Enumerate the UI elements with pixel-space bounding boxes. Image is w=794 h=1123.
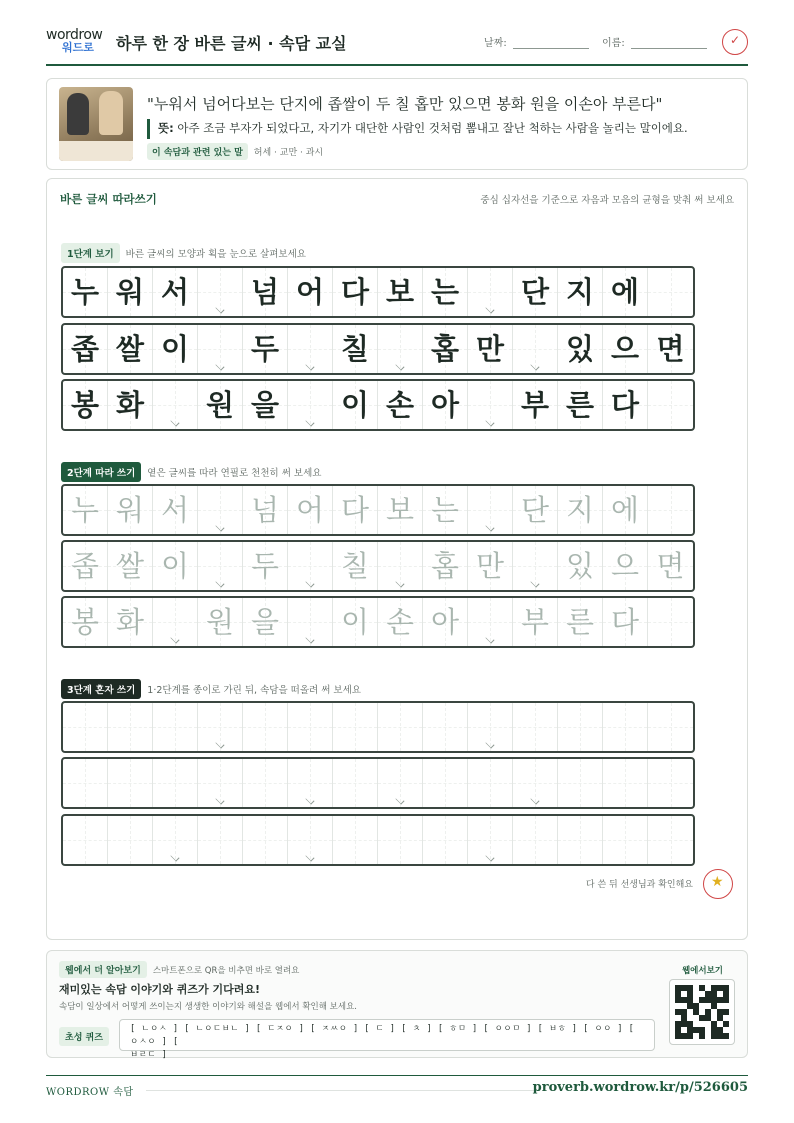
grid-cell[interactable] bbox=[333, 759, 378, 807]
grid-cell[interactable] bbox=[378, 816, 423, 864]
grid-cell bbox=[198, 325, 243, 373]
space-mark-icon bbox=[485, 417, 494, 426]
page-title: 하루 한 장 바른 글씨 · 속담 교실 bbox=[116, 34, 347, 53]
date-field[interactable] bbox=[484, 34, 589, 49]
grid-char: 손 bbox=[385, 388, 414, 422]
grid-cell bbox=[603, 381, 648, 429]
grid-cell[interactable] bbox=[153, 759, 198, 807]
tracing-row[interactable] bbox=[61, 540, 695, 592]
practice-title: 바른 글씨 따라쓰기 bbox=[60, 192, 157, 206]
grid-cell bbox=[153, 381, 198, 429]
grid-cell[interactable] bbox=[648, 703, 693, 751]
grid-char: 다 bbox=[610, 388, 639, 422]
grid-char: 어 bbox=[295, 493, 324, 527]
grid-cell bbox=[243, 381, 288, 429]
grid-char: 면 bbox=[656, 332, 685, 366]
grid-cell[interactable] bbox=[243, 759, 288, 807]
proverb-meaning bbox=[147, 119, 688, 139]
free-writing-row[interactable] bbox=[61, 701, 695, 753]
grid-cell bbox=[63, 381, 108, 429]
step2-header bbox=[61, 462, 321, 482]
logo-text-korean: 워드로 bbox=[62, 41, 94, 54]
grid-cell bbox=[378, 381, 423, 429]
grid-char: 어 bbox=[295, 275, 324, 309]
grid-cell[interactable] bbox=[288, 816, 333, 864]
grid-char: 쌀 bbox=[115, 332, 144, 366]
step2-desc: 옅은 글씨를 따라 연필로 천천히 써 보세요 bbox=[147, 468, 322, 479]
grid-cell bbox=[333, 381, 378, 429]
web-tag-line bbox=[59, 961, 299, 978]
grid-char: 아 bbox=[430, 388, 459, 422]
grid-cell[interactable] bbox=[603, 486, 648, 534]
grid-char: 넘 bbox=[250, 275, 279, 309]
proverb-text: "누워서 넘어다보는 단지에 좁쌀이 두 칠 홉만 있으면 봉화 원을 이손아 부른다" bbox=[147, 95, 663, 113]
space-mark-icon bbox=[215, 578, 224, 587]
grid-cell[interactable] bbox=[378, 542, 423, 590]
grid-cell[interactable] bbox=[423, 486, 468, 534]
footer-brand: WORDROW 속담 bbox=[46, 1087, 134, 1098]
step1-header bbox=[61, 243, 306, 263]
grid-char: 보 bbox=[385, 275, 414, 309]
grid-cell[interactable] bbox=[603, 759, 648, 807]
grid-cell bbox=[648, 268, 693, 316]
grid-cell[interactable] bbox=[153, 542, 198, 590]
grid-char: 봉 bbox=[70, 388, 99, 422]
page-footer bbox=[46, 1075, 748, 1101]
grid-cell[interactable] bbox=[468, 598, 513, 646]
grid-cell bbox=[603, 325, 648, 373]
space-mark-icon bbox=[170, 634, 179, 643]
grid-char: 홉 bbox=[430, 549, 459, 583]
quiz-line: ㅂㄹㄷ ] bbox=[130, 1050, 168, 1060]
grid-cell bbox=[468, 325, 513, 373]
grid-cell bbox=[243, 268, 288, 316]
grid-cell[interactable] bbox=[513, 486, 558, 534]
grid-cell[interactable] bbox=[243, 486, 288, 534]
grid-cell bbox=[378, 268, 423, 316]
grid-cell[interactable] bbox=[603, 816, 648, 864]
grid-char: 는 bbox=[430, 275, 459, 309]
grid-cell[interactable] bbox=[423, 816, 468, 864]
grid-cell[interactable] bbox=[288, 598, 333, 646]
grid-cell[interactable] bbox=[603, 703, 648, 751]
grid-char: 두 bbox=[250, 332, 279, 366]
space-mark-icon bbox=[305, 578, 314, 587]
grid-cell[interactable] bbox=[63, 598, 108, 646]
page-header bbox=[46, 24, 748, 66]
quiz-label: 초성 퀴즈 bbox=[59, 1027, 109, 1046]
grid-cell[interactable] bbox=[468, 703, 513, 751]
grid-char: 서 bbox=[160, 493, 189, 527]
name-field[interactable] bbox=[602, 34, 707, 49]
grid-cell[interactable] bbox=[468, 759, 513, 807]
grid-cell bbox=[108, 268, 153, 316]
grid-cell[interactable] bbox=[153, 816, 198, 864]
grid-char: 다 bbox=[340, 493, 369, 527]
grid-char: 원 bbox=[205, 388, 234, 422]
space-mark-icon bbox=[215, 795, 224, 804]
space-mark-icon bbox=[215, 739, 224, 748]
grid-cell[interactable] bbox=[198, 759, 243, 807]
grid-cell[interactable] bbox=[108, 598, 153, 646]
grid-cell bbox=[288, 325, 333, 373]
space-mark-icon bbox=[395, 795, 404, 804]
grid-cell[interactable] bbox=[603, 542, 648, 590]
grid-char: 보 bbox=[385, 493, 414, 527]
grid-char: 홉 bbox=[430, 332, 459, 366]
grid-cell[interactable] bbox=[108, 816, 153, 864]
step3-header bbox=[61, 679, 361, 699]
grid-cell[interactable] bbox=[288, 486, 333, 534]
related-words bbox=[147, 143, 323, 160]
grid-cell bbox=[558, 381, 603, 429]
grid-cell[interactable] bbox=[288, 703, 333, 751]
meaning-label: 뜻: bbox=[158, 121, 174, 135]
web-heading: 재미있는 속담 이야기와 퀴즈가 기다려요! bbox=[59, 983, 260, 996]
writing-row bbox=[61, 266, 695, 318]
grid-cell[interactable] bbox=[603, 598, 648, 646]
grid-char: 지 bbox=[565, 275, 594, 309]
grid-cell[interactable] bbox=[333, 542, 378, 590]
grid-cell bbox=[243, 325, 288, 373]
grid-cell[interactable] bbox=[243, 703, 288, 751]
grid-cell bbox=[198, 381, 243, 429]
check-stamp-icon bbox=[722, 29, 748, 55]
free-writing-row[interactable] bbox=[61, 757, 695, 809]
grid-char: 으 bbox=[610, 332, 639, 366]
space-mark-icon bbox=[485, 304, 494, 313]
qr-code-icon[interactable] bbox=[669, 979, 735, 1045]
grid-cell[interactable] bbox=[153, 703, 198, 751]
web-hint: 스마트폰으로 QR을 비추면 바로 열려요 bbox=[152, 966, 300, 976]
grid-char: 칠 bbox=[340, 549, 369, 583]
step1-desc: 바른 글씨의 모양과 획을 눈으로 살펴보세요 bbox=[125, 249, 306, 260]
grid-cell[interactable] bbox=[648, 759, 693, 807]
proverb-illustration bbox=[59, 87, 133, 161]
logo-text: wordrow bbox=[46, 27, 103, 43]
grid-cell[interactable] bbox=[63, 703, 108, 751]
grid-cell[interactable] bbox=[243, 542, 288, 590]
grid-cell[interactable] bbox=[288, 759, 333, 807]
grid-char: 좁 bbox=[70, 549, 99, 583]
grid-cell bbox=[333, 268, 378, 316]
grid-cell[interactable] bbox=[378, 486, 423, 534]
grid-cell[interactable] bbox=[558, 816, 603, 864]
grid-char: 봉 bbox=[70, 605, 99, 639]
grid-char: 다 bbox=[610, 605, 639, 639]
grid-char: 른 bbox=[565, 605, 594, 639]
grid-cell bbox=[513, 325, 558, 373]
grid-char: 있 bbox=[565, 549, 594, 583]
grid-cell bbox=[648, 381, 693, 429]
grid-cell bbox=[423, 325, 468, 373]
space-mark-icon bbox=[395, 578, 404, 587]
space-mark-icon bbox=[305, 417, 314, 426]
grid-cell bbox=[108, 325, 153, 373]
grid-cell[interactable] bbox=[468, 542, 513, 590]
grid-cell bbox=[63, 268, 108, 316]
space-mark-icon bbox=[215, 522, 224, 531]
space-mark-icon bbox=[215, 304, 224, 313]
space-mark-icon bbox=[305, 634, 314, 643]
grid-cell bbox=[288, 381, 333, 429]
grid-char: 누 bbox=[70, 493, 99, 527]
footer-url[interactable]: proverb.wordrow.kr/p/526605 bbox=[532, 1080, 748, 1095]
grid-cell[interactable] bbox=[513, 703, 558, 751]
grid-char: 손 bbox=[385, 605, 414, 639]
wordrow-logo bbox=[46, 28, 108, 58]
grid-cell[interactable] bbox=[108, 486, 153, 534]
grid-cell[interactable] bbox=[423, 598, 468, 646]
web-card bbox=[46, 950, 748, 1058]
space-mark-icon bbox=[170, 852, 179, 861]
grid-char: 아 bbox=[430, 605, 459, 639]
name-label: 이름: bbox=[602, 38, 625, 49]
space-mark-icon bbox=[485, 852, 494, 861]
grid-cell[interactable] bbox=[108, 759, 153, 807]
grid-char: 워 bbox=[115, 493, 144, 527]
web-body: 속담이 일상에서 어떻게 쓰이는지 생생한 이야기와 해설을 웹에서 확인해 보세요. bbox=[59, 1002, 357, 1012]
grid-cell bbox=[333, 325, 378, 373]
space-mark-icon bbox=[485, 739, 494, 748]
grid-cell bbox=[468, 268, 513, 316]
grid-char: 두 bbox=[250, 549, 279, 583]
grid-char: 이 bbox=[340, 605, 369, 639]
footer-divider bbox=[146, 1090, 538, 1091]
related-tag: 이 속담과 관련 있는 말 bbox=[147, 143, 248, 160]
grid-cell[interactable] bbox=[648, 542, 693, 590]
grid-char: 누 bbox=[70, 275, 99, 309]
space-mark-icon bbox=[395, 361, 404, 370]
grid-char: 단 bbox=[520, 275, 549, 309]
grid-cell bbox=[153, 325, 198, 373]
step2-badge: 2단계 따라 쓰기 bbox=[61, 462, 141, 482]
grid-cell[interactable] bbox=[558, 598, 603, 646]
grid-char: 쌀 bbox=[115, 549, 144, 583]
qr-label: 웹에서보기 bbox=[681, 966, 723, 976]
space-mark-icon bbox=[305, 361, 314, 370]
space-mark-icon bbox=[530, 795, 539, 804]
grid-cell bbox=[108, 381, 153, 429]
space-mark-icon bbox=[305, 852, 314, 861]
grid-cell[interactable] bbox=[648, 598, 693, 646]
grid-cell[interactable] bbox=[378, 703, 423, 751]
grid-cell bbox=[513, 268, 558, 316]
space-mark-icon bbox=[170, 417, 179, 426]
grid-char: 을 bbox=[250, 605, 279, 639]
grid-cell bbox=[513, 381, 558, 429]
grid-cell[interactable] bbox=[558, 759, 603, 807]
meaning-text: 아주 조금 부자가 되었다고, 자기가 대단한 사람인 것처럼 뽐내고 잘난 척하는 사람을 놀리는 말이에요. bbox=[177, 121, 688, 135]
proverb-card bbox=[46, 78, 748, 170]
grid-cell[interactable] bbox=[333, 816, 378, 864]
tracing-row[interactable] bbox=[61, 484, 695, 536]
grid-char: 면 bbox=[656, 549, 685, 583]
grid-cell[interactable] bbox=[198, 703, 243, 751]
name-line bbox=[631, 39, 707, 49]
grid-cell[interactable] bbox=[63, 816, 108, 864]
grid-cell[interactable] bbox=[63, 542, 108, 590]
grid-char: 넘 bbox=[250, 493, 279, 527]
related-list: 허세 · 교만 · 과시 bbox=[253, 148, 324, 158]
grid-char: 있 bbox=[565, 332, 594, 366]
grid-char: 원 bbox=[205, 605, 234, 639]
grid-cell bbox=[423, 381, 468, 429]
free-writing-row[interactable] bbox=[61, 814, 695, 866]
grid-char: 이 bbox=[160, 549, 189, 583]
grid-cell[interactable] bbox=[513, 759, 558, 807]
practice-description: 중심 십자선을 기준으로 자음과 모음의 균형을 맞춰 써 보세요 bbox=[480, 195, 734, 206]
grid-cell[interactable] bbox=[198, 816, 243, 864]
grid-cell[interactable] bbox=[378, 759, 423, 807]
grid-char: 는 bbox=[430, 493, 459, 527]
grid-char: 으 bbox=[610, 549, 639, 583]
grid-cell bbox=[423, 268, 468, 316]
grid-cell[interactable] bbox=[198, 598, 243, 646]
grid-cell[interactable] bbox=[513, 598, 558, 646]
teacher-check-text: 다 쓴 뒤 선생님과 확인해요 bbox=[585, 880, 693, 890]
grid-cell[interactable] bbox=[423, 542, 468, 590]
space-mark-icon bbox=[485, 634, 494, 643]
grid-char: 부 bbox=[520, 605, 549, 639]
grid-cell bbox=[198, 268, 243, 316]
chosung-quiz-box bbox=[119, 1019, 655, 1060]
grid-cell[interactable] bbox=[153, 486, 198, 534]
grid-cell[interactable] bbox=[333, 703, 378, 751]
grid-cell[interactable] bbox=[558, 486, 603, 534]
grid-char: 이 bbox=[160, 332, 189, 366]
writing-row bbox=[61, 323, 695, 375]
grid-cell[interactable] bbox=[378, 598, 423, 646]
grid-cell bbox=[153, 268, 198, 316]
date-line bbox=[513, 39, 589, 49]
practice-card bbox=[46, 178, 748, 940]
quiz-line: [ ㄴㅇㅅ ] [ ㄴㅇㄷㅂㄴ ] [ ㄷㅈㅇ ] [ ㅈㅆㅇ ] [ ㄷ ] [ ㅊ ] [ ㅎㅁ ] [ ㅇㅇㅁ ] [ ㅂㅎ ] [ ㅇㅇ ] [ ㅇㅅㅇ ] [ bbox=[130, 1024, 635, 1047]
grid-cell[interactable] bbox=[153, 598, 198, 646]
tracing-row[interactable] bbox=[61, 596, 695, 648]
grid-cell[interactable] bbox=[558, 703, 603, 751]
grid-cell bbox=[288, 268, 333, 316]
grid-cell[interactable] bbox=[468, 816, 513, 864]
grid-cell[interactable] bbox=[243, 816, 288, 864]
star-stamp-icon: ★ bbox=[703, 869, 733, 899]
space-mark-icon bbox=[485, 522, 494, 531]
grid-char: 지 bbox=[565, 493, 594, 527]
grid-cell[interactable] bbox=[333, 598, 378, 646]
space-mark-icon bbox=[530, 361, 539, 370]
grid-cell[interactable] bbox=[513, 542, 558, 590]
grid-char: 다 bbox=[340, 275, 369, 309]
grid-cell bbox=[468, 381, 513, 429]
grid-char: 에 bbox=[610, 493, 639, 527]
grid-cell[interactable] bbox=[333, 486, 378, 534]
grid-char: 칠 bbox=[340, 332, 369, 366]
web-tag: 웹에서 더 알아보기 bbox=[59, 961, 147, 978]
grid-cell[interactable] bbox=[648, 486, 693, 534]
step3-badge: 3단계 혼자 쓰기 bbox=[61, 679, 141, 699]
date-label: 날짜: bbox=[484, 38, 507, 49]
grid-cell[interactable] bbox=[558, 542, 603, 590]
grid-char: 워 bbox=[115, 275, 144, 309]
grid-char: 화 bbox=[115, 605, 144, 639]
grid-char: 좁 bbox=[70, 332, 99, 366]
grid-cell bbox=[378, 325, 423, 373]
grid-cell bbox=[558, 268, 603, 316]
grid-cell[interactable] bbox=[288, 542, 333, 590]
grid-cell[interactable] bbox=[423, 703, 468, 751]
grid-char: 만 bbox=[475, 332, 504, 366]
grid-cell bbox=[648, 325, 693, 373]
grid-cell[interactable] bbox=[468, 486, 513, 534]
grid-char: 서 bbox=[160, 275, 189, 309]
step3-desc: 1·2단계를 종이로 가린 뒤, 속담을 떠올려 써 보세요 bbox=[147, 685, 361, 696]
grid-char: 만 bbox=[475, 549, 504, 583]
grid-cell[interactable] bbox=[198, 542, 243, 590]
grid-char: 에 bbox=[610, 275, 639, 309]
grid-char: 을 bbox=[250, 388, 279, 422]
grid-cell bbox=[558, 325, 603, 373]
grid-cell[interactable] bbox=[63, 486, 108, 534]
grid-cell bbox=[603, 268, 648, 316]
grid-cell[interactable] bbox=[108, 542, 153, 590]
grid-cell[interactable] bbox=[648, 816, 693, 864]
grid-char: 단 bbox=[520, 493, 549, 527]
grid-char: 른 bbox=[565, 388, 594, 422]
writing-row bbox=[61, 379, 695, 431]
grid-cell[interactable] bbox=[423, 759, 468, 807]
grid-cell[interactable] bbox=[198, 486, 243, 534]
grid-char: 이 bbox=[340, 388, 369, 422]
grid-cell[interactable] bbox=[108, 703, 153, 751]
space-mark-icon bbox=[215, 361, 224, 370]
grid-cell[interactable] bbox=[63, 759, 108, 807]
grid-char: 부 bbox=[520, 388, 549, 422]
grid-cell bbox=[63, 325, 108, 373]
grid-char: 화 bbox=[115, 388, 144, 422]
grid-cell[interactable] bbox=[513, 816, 558, 864]
step1-badge: 1단계 보기 bbox=[61, 243, 120, 263]
space-mark-icon bbox=[530, 578, 539, 587]
space-mark-icon bbox=[305, 795, 314, 804]
grid-cell[interactable] bbox=[243, 598, 288, 646]
